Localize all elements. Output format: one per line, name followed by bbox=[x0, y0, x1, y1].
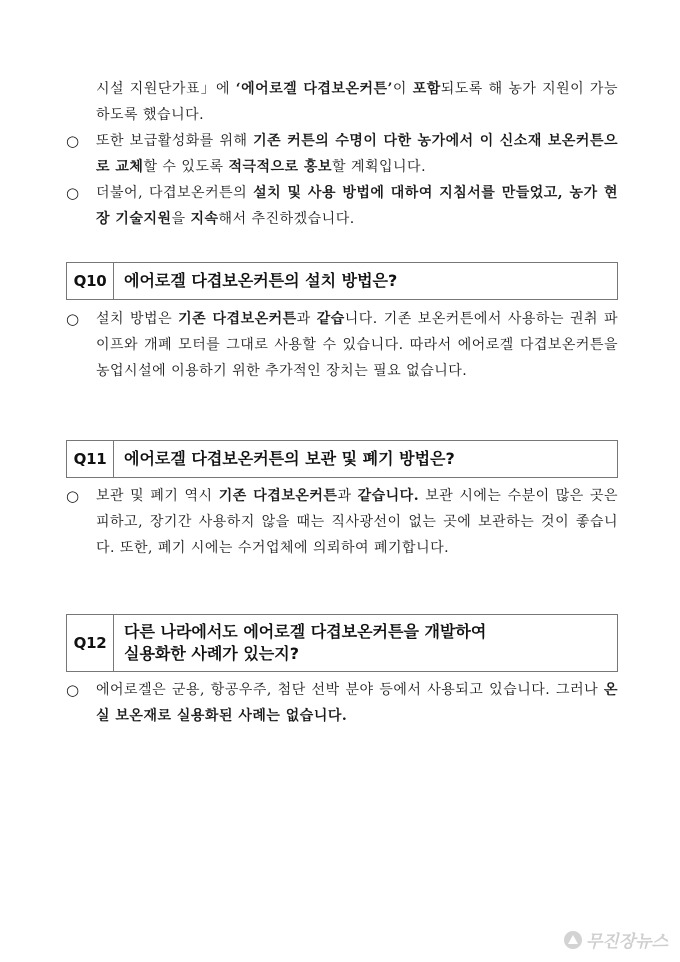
answer-q10 bbox=[66, 306, 618, 384]
paragraph-body bbox=[96, 128, 618, 180]
answer-q12 bbox=[66, 677, 618, 729]
question-box-q11 bbox=[66, 440, 618, 478]
text-run: 에어로겔은 군용, 항공우주, 첨단 선박 분야 등에서 사용되고 있습니다. 그러나 bbox=[96, 682, 604, 698]
answer-body bbox=[96, 483, 618, 561]
paragraph-body bbox=[96, 76, 618, 128]
text-run: 해서 추진하겠습니다. bbox=[218, 211, 355, 227]
bullet-circle: ○ bbox=[66, 184, 80, 202]
question-number: Q11 bbox=[67, 441, 114, 477]
question-title-line: 다른 나라에서도 에어로겔 다겹보온커튼을 개발하여 bbox=[124, 622, 487, 641]
question-box-q12 bbox=[66, 614, 618, 672]
question-title-line: 실용화한 사례가 있는지? bbox=[124, 644, 299, 663]
bold-text: ‘에어로겔 다겹보온커튼’ bbox=[235, 81, 393, 97]
watermark-logo bbox=[564, 927, 668, 952]
answer-body bbox=[96, 306, 618, 384]
bold-text: 설치 및 사용 방법에 대하여 지침서를 만들었고, 농가 현장 기술지원 bbox=[96, 185, 618, 227]
paragraph-body bbox=[96, 180, 618, 232]
bullet-circle: ○ bbox=[66, 310, 80, 328]
text-run: 이 bbox=[392, 81, 413, 97]
text-run: 과 bbox=[337, 488, 358, 504]
text-run: 을 bbox=[171, 211, 191, 227]
paragraph-continuation bbox=[66, 76, 618, 128]
bold-text: 적극적으로 홍보 bbox=[228, 159, 332, 175]
bold-text: 같습니다. bbox=[357, 488, 420, 504]
text-run: 또한 보급활성화를 위해 bbox=[96, 133, 254, 149]
text-run: 과 bbox=[296, 311, 317, 327]
bold-text: 같습 bbox=[316, 311, 345, 327]
question-number: Q12 bbox=[67, 615, 114, 671]
bold-text: 기존 커튼의 수명이 다한 농가에서 이 신소재 보온커튼으로 교체 bbox=[96, 133, 619, 175]
text-run: 더불어, 다겹보온커튼의 bbox=[96, 185, 254, 201]
paragraph-promotion bbox=[66, 128, 618, 180]
text-run: 시설 지원단가표」에 bbox=[96, 81, 236, 97]
text-run: 보관 시에는 수분이 많은 곳은 피하고, 장기간 사용하지 않을 때는 직사광선이 없는 곳에 보관하는 것이 좋습니다. 또한, 폐기 시에는 수거업체에 의뢰하여 폐기합니다. bbox=[96, 488, 618, 556]
bold-text: 온실 보온재로 실용화된 사례는 없습니다. bbox=[96, 682, 618, 724]
text-run: 할 계획입니다. bbox=[331, 159, 427, 175]
text-run: 보관 및 폐기 역시 bbox=[96, 488, 219, 504]
bold-text: 기존 다겹보온커튼 bbox=[178, 311, 297, 327]
question-box-q10 bbox=[66, 262, 618, 300]
answer-q11 bbox=[66, 483, 618, 561]
question-title: 에어로겔 다겹보온커튼의 보관 및 폐기 방법은? bbox=[124, 449, 455, 468]
text-run: 설치 방법은 bbox=[96, 311, 179, 327]
text-run: 니다. 기존 보온커튼에서 사용하는 권취 파이프와 개폐 모터를 그대로 사용할 수 있습니다. 따라서 에어로겔 다겹보온커튼을 농업시설에 이용하기 위한 추가적인 장치는 필요 없습니다. bbox=[96, 311, 618, 379]
paragraph-guidelines bbox=[66, 180, 618, 232]
bold-text: 기존 다겹보온커튼 bbox=[218, 488, 338, 504]
bullet-circle: ○ bbox=[66, 132, 80, 150]
bullet-circle: ○ bbox=[66, 681, 80, 699]
question-number: Q10 bbox=[67, 263, 114, 299]
text-run: 할 수 있도록 bbox=[143, 159, 229, 175]
question-title: 에어로겔 다겹보온커튼의 설치 방법은? bbox=[124, 271, 398, 290]
text-run: 되도록 해 농가 지원이 가능하도록 했습니다. bbox=[96, 81, 618, 123]
bold-text: 지속 bbox=[190, 211, 219, 227]
answer-body bbox=[96, 677, 618, 729]
mountain-icon bbox=[564, 931, 582, 949]
bullet-circle: ○ bbox=[66, 487, 80, 505]
watermark-text: 무진장뉴스 bbox=[585, 932, 668, 952]
question-title bbox=[114, 615, 617, 671]
bold-text: 포함 bbox=[412, 81, 441, 97]
